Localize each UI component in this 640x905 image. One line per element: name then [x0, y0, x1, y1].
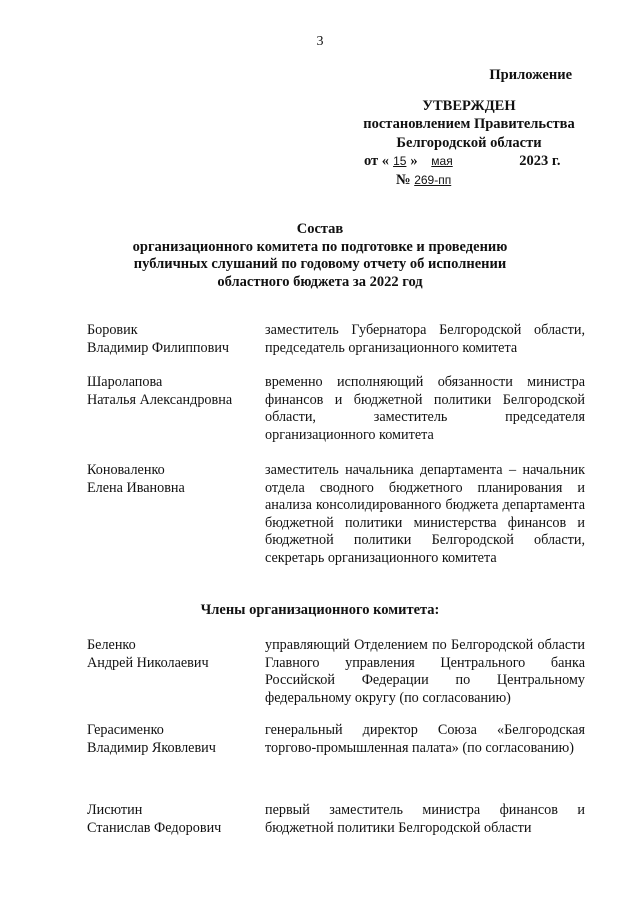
title-line-3: публичных слушаний по годовому отчету об исполнении [133, 256, 507, 272]
approval-line-1: постановлением Правительства [363, 116, 575, 132]
person-role: генеральный директор Союза «Белгородская торгово-промышленная палата» (по согласованию) [265, 722, 585, 756]
given-name: Владимир Яковлевич [87, 739, 216, 756]
person-role: временно исполняющий обязанности министра финансов и бюджетной политики Белгородской области, заместитель председателя организационного комитета [265, 374, 585, 443]
person-role: заместитель начальника департамента – начальник отдела сводного бюджетного планирования и анализа консолидированного бюджета департамента бюджетной политики министерства финансов и бюджетной политики Белгородской области, секретарь организационного комитета [265, 462, 585, 566]
approval-block [354, 66, 584, 189]
surname: Лисютин [87, 802, 143, 818]
person-name [87, 462, 257, 497]
surname: Герасименко [87, 722, 164, 738]
surname: Боровик [87, 322, 138, 338]
given-name: Владимир Филиппович [87, 339, 230, 356]
page-number: 3 [316, 34, 324, 49]
person-role: управляющий Отделением по Белгородской области Главного управления Центрального банка Российской Федерации по Центральному федеральному округу (по согласованию) [265, 637, 585, 706]
person-name [87, 374, 257, 409]
approval-date [354, 152, 584, 171]
given-name: Станислав Федорович [87, 819, 222, 836]
person-name [87, 722, 257, 757]
document-title [40, 221, 600, 291]
members-heading: Члены организационного комитета: [200, 602, 440, 618]
surname: Беленко [87, 637, 136, 653]
person-name [87, 802, 257, 837]
date-year: 2023 г. [519, 153, 561, 169]
date-month: мая [431, 154, 453, 168]
approved-label: УТВЕРЖДЕН [422, 97, 516, 114]
person-name [87, 322, 257, 357]
date-day: 15 [393, 154, 407, 168]
title-line-4: областного бюджета за 2022 год [217, 273, 423, 290]
approval-number [354, 171, 584, 190]
number-value: 269-пп [414, 172, 452, 187]
title-line-1: Состав [296, 221, 344, 237]
approval-line-2: Белгородской области [396, 134, 542, 151]
date-prefix: от « [364, 153, 390, 169]
given-name: Наталья Александровна [87, 391, 233, 408]
person-role: заместитель Губернатора Белгородской области, председатель организационного комитета [265, 322, 585, 356]
date-mid: » [410, 153, 422, 169]
person-name [87, 637, 257, 672]
person-role: первый заместитель министра финансов и бюджетной политики Белгородской области [265, 802, 585, 836]
surname: Коноваленко [87, 462, 165, 478]
given-name: Елена Ивановна [87, 479, 185, 496]
surname: Шаролапова [87, 374, 163, 390]
number-prefix: № [396, 171, 415, 188]
given-name: Андрей Николаевич [87, 654, 209, 671]
title-line-2: организационного комитета по подготовке и проведению [132, 238, 508, 255]
appendix-label: Приложение [489, 67, 572, 83]
